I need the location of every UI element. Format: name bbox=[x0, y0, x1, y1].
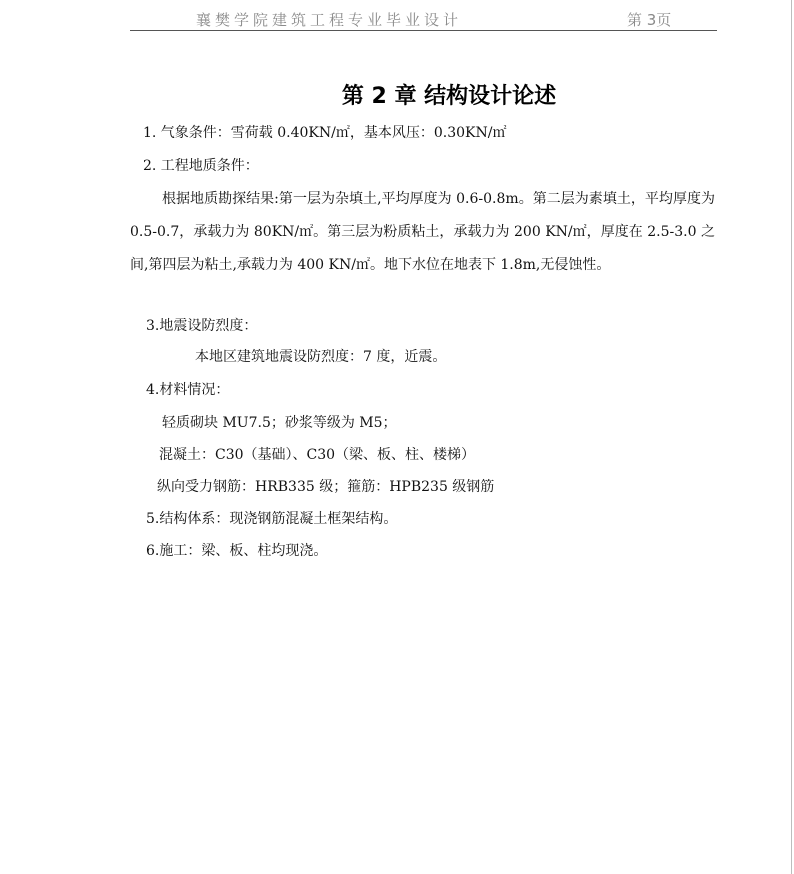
item-structure-system: 5.结构体系：现浇钢筋混凝土框架结构。 bbox=[146, 511, 398, 527]
page-header bbox=[130, 8, 717, 31]
header-title: 襄樊学院建筑工程专业毕业设计 bbox=[196, 11, 463, 29]
chapter-title: 第 2 章 结构设计论述 bbox=[341, 84, 557, 109]
item-seismic-heading: 3.地震设防烈度： bbox=[146, 318, 258, 334]
materials-concrete: 混凝土：C30（基础）、C30（梁、板、柱、楼梯） bbox=[159, 447, 476, 463]
header-page-number: 第 3页 bbox=[627, 11, 672, 29]
item-materials-heading: 4.材料情况： bbox=[146, 382, 230, 398]
item-geology-heading: 2. 工程地质条件： bbox=[143, 158, 259, 174]
geology-paragraph: 根据地质勘探结果:第一层为杂填土,平均厚度为 0.6-0.8m。第二层为素填土，平均厚度为 0.5-0.7，承载力为 80KN/㎡。第三层为粉质粘土，承载力为 200 KN/㎡，厚度在 2.5-3.0 之间,第四层为粘土,承载力为 400 KN/㎡。地下水位在地表下 1.8m,无侵蚀性。 bbox=[130, 191, 715, 273]
item-construction: 6.施工：梁、板、柱均现浇。 bbox=[146, 543, 328, 559]
materials-block: 轻质砌块 MU7.5；砂浆等级为 M5； bbox=[162, 415, 397, 431]
materials-rebar: 纵向受力钢筋：HRB335 级；箍筋：HPB235 级钢筋 bbox=[157, 479, 495, 495]
page-right-edge bbox=[791, 0, 792, 874]
seismic-body: 本地区建筑地震设防烈度：7 度，近震。 bbox=[195, 349, 447, 365]
item-climate: 1. 气象条件：雪荷载 0.40KN/㎡，基本风压：0.30KN/㎡ bbox=[143, 125, 507, 141]
